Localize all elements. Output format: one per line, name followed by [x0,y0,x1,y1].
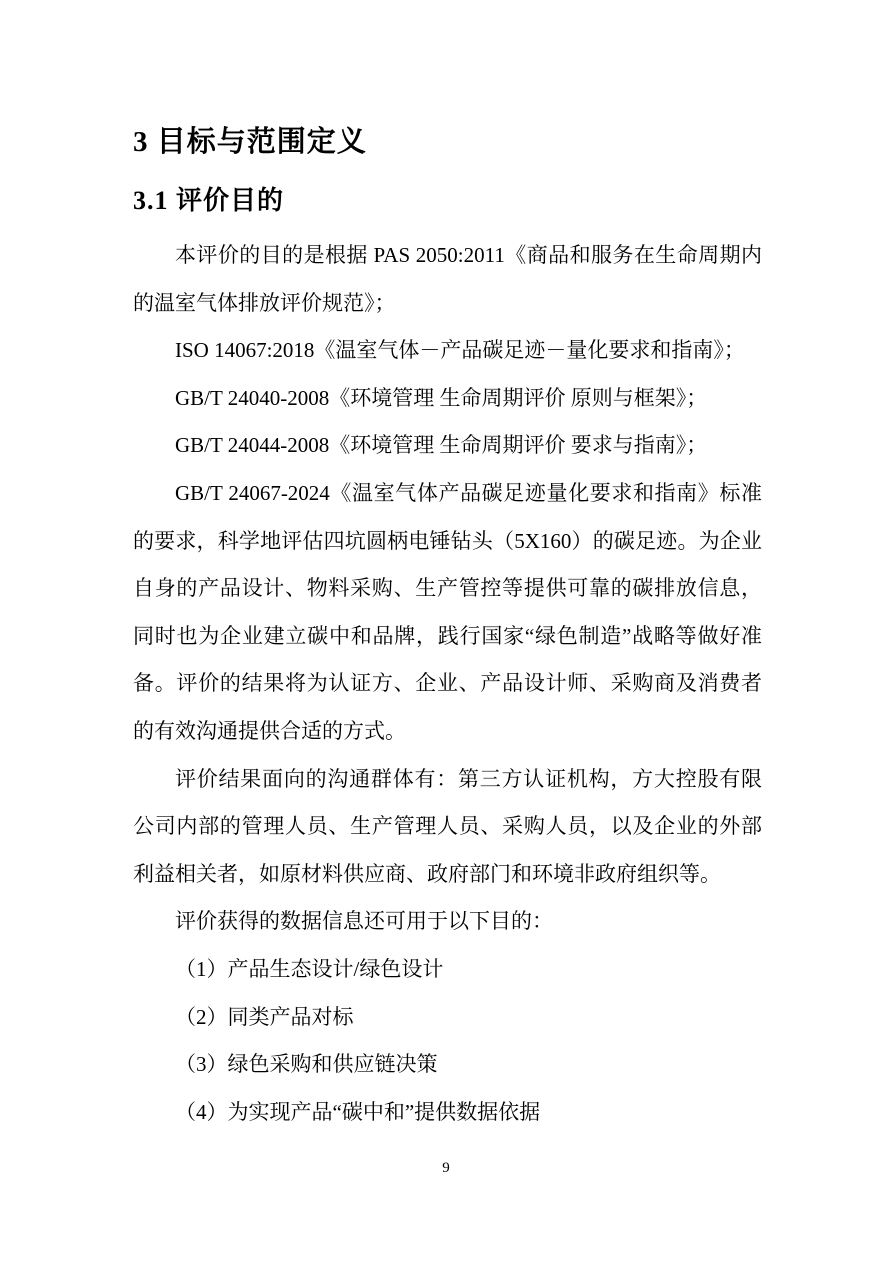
list-item: （3）绿色采购和供应链决策 [175,1052,438,1077]
subsection-heading: 3.1 评价目的 [133,186,285,215]
paragraph: GB/T 24067-2024《温室气体产品碳足迹量化要求和指南》标准的要求，科学地评估四坑圆柄电锤钻头（5X160）的碳足迹。为企业自身的产品设计、物料采购、生产管控等提供可靠的碳排放信息，同时也为企业建立碳中和品牌，践行国家“绿色制造”战略等做好准备。评价的结果将为认证方、企业、产品设计师、采购商及消费者的有效沟通提供合适的方式。 [133,480,762,743]
paragraph: GB/T 24040-2008《环境管理 生命周期评价 原则与框架》； [175,385,708,410]
paragraph: ISO 14067:2018《温室气体－产品碳足迹－量化要求和指南》； [175,338,745,363]
section-heading: 3 目标与范围定义 [133,126,367,158]
list-item: （4）为实现产品“碳中和”提供数据依据 [175,1099,541,1124]
paragraph: 评价获得的数据信息还可用于以下目的： [175,909,553,934]
paragraph: GB/T 24044-2008《环境管理 生命周期评价 要求与指南》； [175,433,708,458]
paragraph: 评价结果面向的沟通群体有：第三方认证机构，方大控股有限公司内部的管理人员、生产管理人员、采购人员，以及企业的外部利益相关者，如原材料供应商、政府部门和环境非政府组织等。 [133,766,762,886]
list-item: （1）产品生态设计/绿色设计 [175,956,444,981]
body-text [133,232,762,1136]
page-content [133,124,762,1136]
paragraph: 本评价的目的是根据 PAS 2050:2011《商品和服务在生命周期内的温室气体排放评价规范》； [133,243,762,315]
list-item: （2）同类产品对标 [175,1004,354,1029]
page-number: 9 [442,1160,450,1176]
